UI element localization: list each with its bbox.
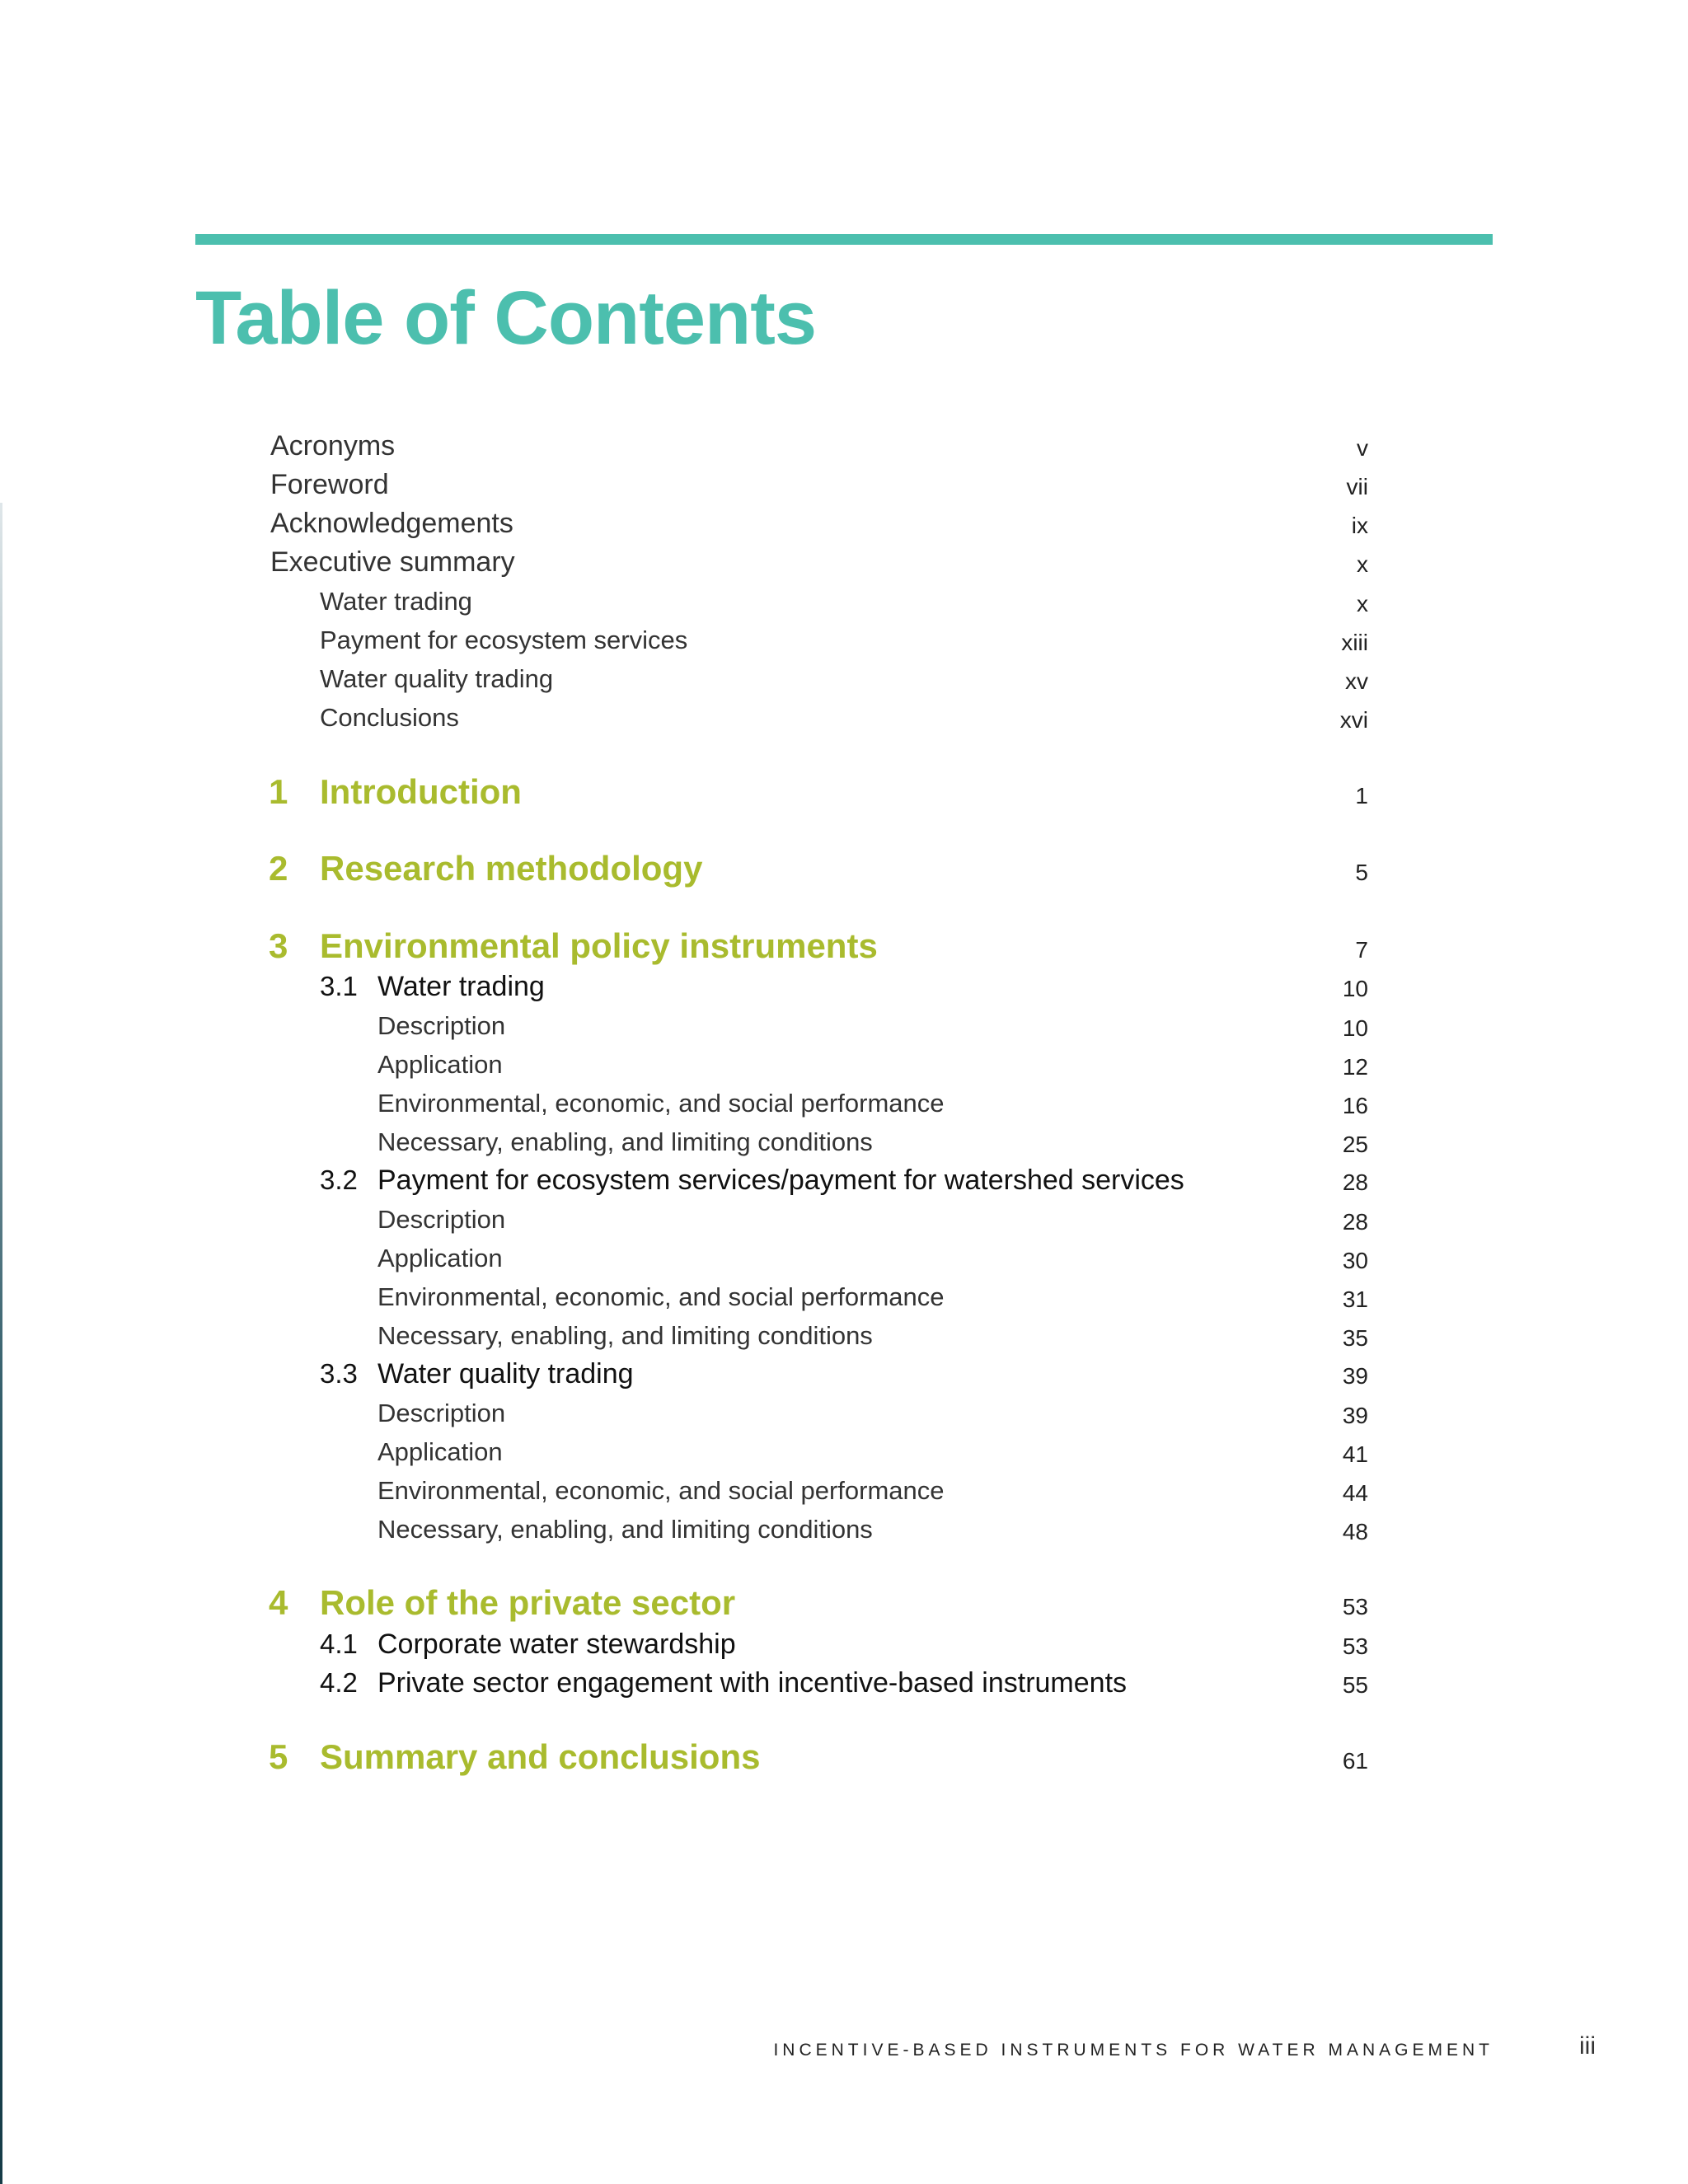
toc-entry-label: Description: [377, 1399, 506, 1427]
toc-entry-page: xv: [1345, 668, 1368, 694]
toc-entry-page: vii: [1346, 474, 1368, 499]
chapter-title: Summary and conclusions: [320, 1737, 761, 1776]
footer-page-number: iii: [1579, 2032, 1596, 2060]
toc-entry-label: Water trading: [320, 587, 472, 616]
toc-entry-page: 39: [1342, 1363, 1368, 1389]
toc-entry-label: Foreword: [270, 469, 389, 500]
page-title: Table of Contents: [195, 276, 817, 360]
toc-entry-label: Conclusions: [320, 703, 459, 732]
chapter-number: 2: [269, 849, 288, 888]
toc-entry-page: xiii: [1341, 630, 1368, 655]
chapter-number: 4: [269, 1583, 288, 1622]
toc-entry-page: 25: [1342, 1132, 1368, 1157]
section-number: 4.1: [320, 1629, 358, 1659]
toc-entry-label: Water quality trading: [320, 664, 554, 693]
chapter-title: Introduction: [320, 772, 522, 811]
chapter-title: Research methodology: [320, 849, 703, 888]
toc-entry-label: Environmental, economic, and social performance: [377, 1282, 945, 1311]
toc-entry-label: Description: [377, 1205, 506, 1234]
toc-entry-page: 31: [1342, 1286, 1368, 1312]
section-title: Corporate water stewardship: [377, 1629, 736, 1660]
toc-entry-label: Acknowledgements: [270, 508, 513, 539]
toc-entry-page: xvi: [1339, 707, 1368, 733]
toc-entry-label: Payment for ecosystem services: [320, 626, 688, 654]
toc-entry-page: 28: [1342, 1209, 1368, 1235]
toc-entry-page: 7: [1355, 937, 1368, 963]
toc-entry-label: Environmental, economic, and social performance: [377, 1476, 945, 1505]
toc-entry-page: 41: [1342, 1441, 1368, 1467]
toc-entry-label: Acronyms: [270, 430, 396, 462]
section-title: Payment for ecosystem services/payment for watershed services: [377, 1165, 1184, 1196]
section-title: Water quality trading: [377, 1358, 634, 1390]
toc-entry-page: 12: [1342, 1054, 1368, 1080]
toc-entry-label: Description: [377, 1011, 506, 1040]
toc-entry-page: 10: [1342, 976, 1368, 1001]
toc-entry-page: 53: [1342, 1594, 1368, 1619]
toc-entry-page: x: [1357, 551, 1368, 577]
chapter-number: 3: [269, 926, 288, 965]
section-number: 3.1: [320, 971, 358, 1001]
section-title: Water trading: [377, 971, 545, 1002]
toc-entry-page: 44: [1342, 1480, 1368, 1506]
section-title: Private sector engagement with incentive-based instruments: [377, 1667, 1128, 1699]
toc-entry-label: Necessary, enabling, and limiting conditions: [377, 1515, 873, 1544]
toc-entry-page: 48: [1342, 1519, 1368, 1544]
section-number: 3.3: [320, 1358, 358, 1389]
toc-entry-page: 61: [1342, 1748, 1368, 1774]
toc-entry-page: v: [1357, 435, 1368, 461]
toc-entry-label: Application: [377, 1437, 503, 1466]
toc-entry-page: ix: [1351, 513, 1368, 538]
toc-entry-page: 35: [1342, 1325, 1368, 1351]
toc-entry-label: Environmental, economic, and social performance: [377, 1089, 945, 1118]
chapter-title: Environmental policy instruments: [320, 926, 878, 965]
toc-entry-label: Executive summary: [270, 546, 515, 578]
section-number: 3.2: [320, 1165, 358, 1195]
toc-entry-page: 5: [1355, 860, 1368, 885]
toc-entry-label: Necessary, enabling, and limiting conditions: [377, 1127, 873, 1156]
toc-entry-page: 28: [1342, 1169, 1368, 1195]
section-number: 4.2: [320, 1667, 358, 1698]
toc-entry-label: Application: [377, 1050, 503, 1079]
chapter-title: Role of the private sector: [320, 1583, 736, 1622]
toc-entry-label: Necessary, enabling, and limiting conditions: [377, 1321, 873, 1350]
toc-entry-page: 30: [1342, 1248, 1368, 1273]
toc-entry-label: Application: [377, 1244, 503, 1272]
toc-entry-page: 53: [1342, 1633, 1368, 1659]
toc-entry-page: 1: [1355, 783, 1368, 808]
toc-entry-page: x: [1357, 591, 1368, 616]
toc-entry-page: 16: [1342, 1093, 1368, 1118]
chapter-number: 5: [269, 1737, 288, 1776]
toc-entry-page: 10: [1342, 1015, 1368, 1041]
footer-publication-title: INCENTIVE-BASED INSTRUMENTS FOR WATER MANAGEMENT: [773, 2041, 1493, 2060]
toc-entry-page: 39: [1342, 1403, 1368, 1428]
chapter-number: 1: [269, 772, 288, 811]
toc-entry-page: 55: [1342, 1672, 1368, 1698]
